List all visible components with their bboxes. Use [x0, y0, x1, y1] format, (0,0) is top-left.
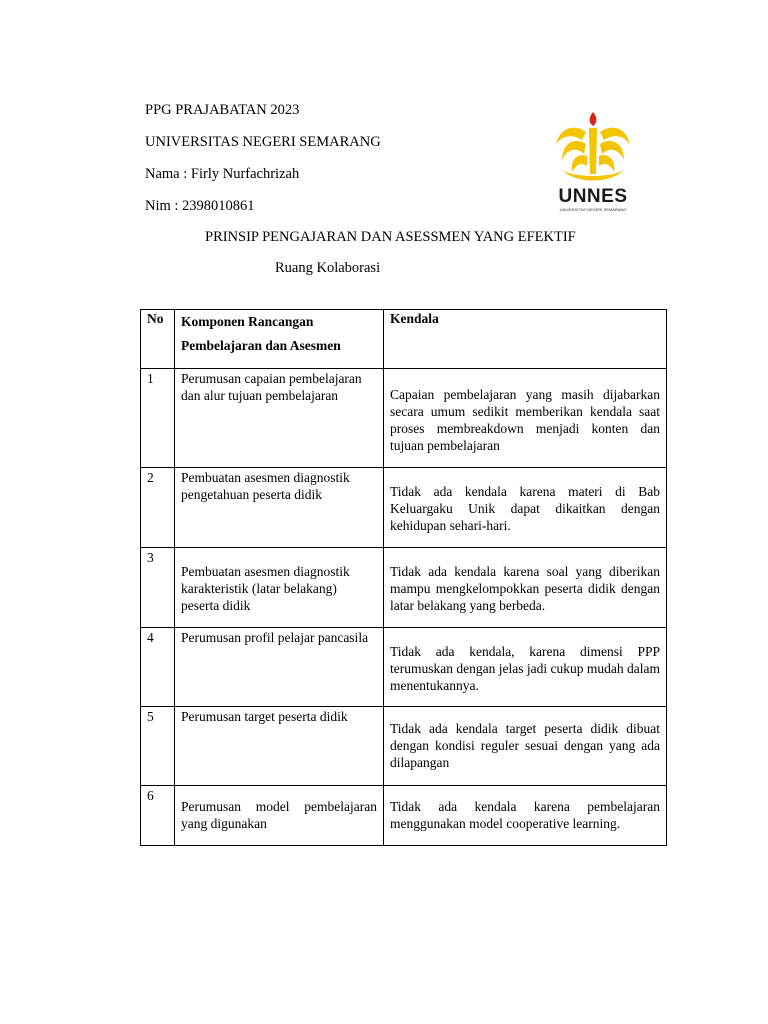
- row-no: 2: [141, 468, 175, 548]
- row-obstacle: Tidak ada kendala karena materi di Bab Keluargaku Unik dapat dikaitkan dengan kehidupan sehari-hari.: [384, 468, 667, 548]
- logo-text: UNNES: [558, 186, 628, 207]
- row-obstacle: Capaian pembelajaran yang masih dijabarkan secara umum sedikit memberikan kendala saat proses membreakdown menjadi konten dan tujuan pembelajaran: [384, 369, 667, 468]
- header-program: PPG PRAJABATAN 2023: [145, 102, 300, 118]
- row-obstacle: Tidak ada kendala, karena dimensi PPP terumuskan dengan jelas jadi cukup mudah dalam menentukannya.: [384, 628, 667, 707]
- header-obstacle: Kendala: [384, 310, 667, 369]
- table-row: [141, 369, 667, 468]
- row-component: Perumusan capaian pembelajaran dan alur tujuan pembelajaran: [175, 369, 384, 468]
- table-row: [141, 707, 667, 786]
- row-component: Perumusan profil pelajar pancasila: [175, 628, 384, 707]
- table-row: [141, 786, 667, 846]
- unnes-emblem-icon: [552, 110, 634, 186]
- row-no: 3: [141, 548, 175, 628]
- row-component: Pembuatan asesmen diagnostik pengetahuan peserta didik: [175, 468, 384, 548]
- row-no: 6: [141, 786, 175, 846]
- table-row: [141, 628, 667, 707]
- header-no: No: [141, 310, 175, 369]
- row-no: 4: [141, 628, 175, 707]
- header-nim: Nim : 2398010861: [145, 198, 255, 214]
- document-subtitle: Ruang Kolaborasi: [275, 260, 381, 276]
- header-university: UNIVERSITAS NEGERI SEMARANG: [145, 134, 381, 150]
- assessment-table: [140, 309, 667, 846]
- table-header-row: [141, 310, 667, 369]
- header-component: Komponen Rancangan Pembelajaran dan Asesmen: [175, 310, 384, 369]
- row-obstacle: Tidak ada kendala karena soal yang diberikan mampu mengkelompokkan peserta didik dengan latar belakang yang berbeda.: [384, 548, 667, 628]
- row-no: 1: [141, 369, 175, 468]
- document-title: PRINSIP PENGAJARAN DAN ASESSMEN YANG EFEKTIF: [205, 229, 576, 245]
- table-row: [141, 548, 667, 628]
- table-row: [141, 468, 667, 548]
- row-component: Perumusan target peserta didik: [175, 707, 384, 786]
- row-component: Perumusan model pembelajaran yang digunakan: [175, 786, 384, 846]
- row-obstacle: Tidak ada kendala target peserta didik dibuat dengan kondisi reguler sesuai dengan yang ada dilapangan: [384, 707, 667, 786]
- logo-subtext: UNIVERSITAS NEGERI SEMARANG: [559, 207, 627, 212]
- header-name: Nama : Firly Nurfachrizah: [145, 166, 300, 182]
- row-obstacle: Tidak ada kendala karena pembelajaran menggunakan model cooperative learning.: [384, 786, 667, 846]
- row-no: 5: [141, 707, 175, 786]
- unnes-logo: [552, 110, 634, 216]
- row-component: Pembuatan asesmen diagnostik karakteristik (latar belakang) peserta didik: [175, 548, 384, 628]
